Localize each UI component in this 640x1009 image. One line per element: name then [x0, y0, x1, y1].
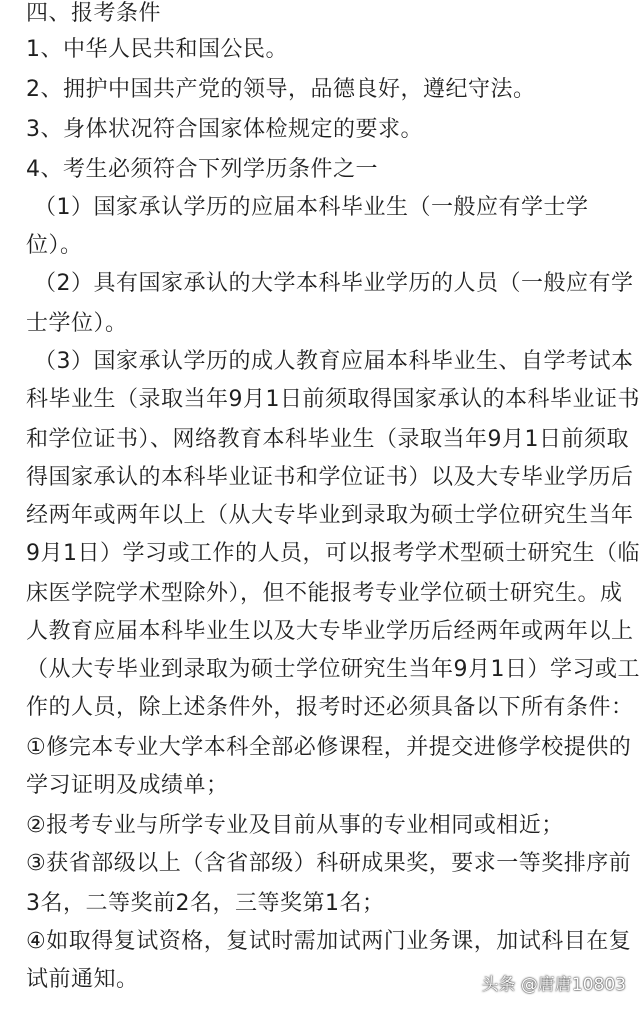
clause-3-line-8: 人教育应届本科毕业生以及大专毕业学历后经两年或两年以上 [26, 619, 634, 644]
requirement-3-line-2: 3名，二等奖前2名，三等奖第1名； [26, 891, 385, 916]
requirement-4-line-1: ④如取得复试资格，复试时需加试两门业务课，加试科目在复 [26, 929, 632, 954]
condition-line-2: 2、拥护中国共产党的领导，品德良好，遵纪守法。 [26, 77, 536, 102]
requirement-2-line: ②报考专业与所学专业及目前从事的专业相同或相近； [26, 813, 564, 838]
condition-line-1: 1、中华人民共和国公民。 [26, 37, 288, 62]
requirement-4-line-2: 试前通知。 [26, 967, 139, 992]
condition-line-4: 4、考生必须符合下列学历条件之一 [26, 157, 378, 182]
clause-3-line-5: 经两年或两年以上（从大专毕业到录取为硕士学位研究生当年 [26, 503, 634, 528]
clause-3-line-10: 作的人员，除上述条件外，报考时还必须具备以下所有条件： [26, 695, 634, 720]
requirement-1-line-2: 学习证明及成绩单； [26, 773, 229, 798]
requirement-3-line-1: ③获省部级以上（含省部级）科研成果奖，要求一等奖排序前 [26, 851, 632, 876]
clause-1-line-1: （1）国家承认学历的应届本科毕业生（一般应有学士学 [34, 195, 589, 220]
clause-3-line-7: 床医学院学术型除外），但不能报考专业学位硕士研究生。成 [26, 581, 623, 606]
clause-3-line-9: （从大专毕业到录取为硕士学位研究生当年9月1日）学习或工 [26, 657, 640, 682]
clause-2-line-1: （2）具有国家承认的大学本科毕业学历的人员（一般应有学 [34, 271, 634, 296]
author-watermark: 头条 @唐唐10803 [481, 975, 626, 995]
requirement-1-line-1: ①修完本专业大学本科全部必修课程，并提交进修学校提供的 [26, 735, 632, 760]
clause-2-line-2: 士学位）。 [26, 311, 128, 336]
clause-3-line-4: 得国家承认的本科毕业证书和学位证书）以及大专毕业学历后 [26, 465, 634, 490]
clause-3-line-2: 科毕业生（录取当年9月1日前须取得国家承认的本科毕业证书 [26, 387, 640, 412]
section-heading: 四、报考条件 [26, 1, 162, 26]
clause-3-line-3: 和学位证书）、网络教育本科毕业生（录取当年9月1日前须取 [26, 427, 629, 452]
clause-1-line-2: 位）。 [26, 233, 83, 258]
clause-3-line-6: 9月1日）学习或工作的人员，可以报考学术型硕士研究生（临 [26, 541, 640, 566]
condition-line-3: 3、身体状况符合国家体检规定的要求。 [26, 117, 423, 142]
clause-3-line-1: （3）国家承认学历的成人教育应届本科毕业生、自学考试本 [34, 349, 634, 374]
